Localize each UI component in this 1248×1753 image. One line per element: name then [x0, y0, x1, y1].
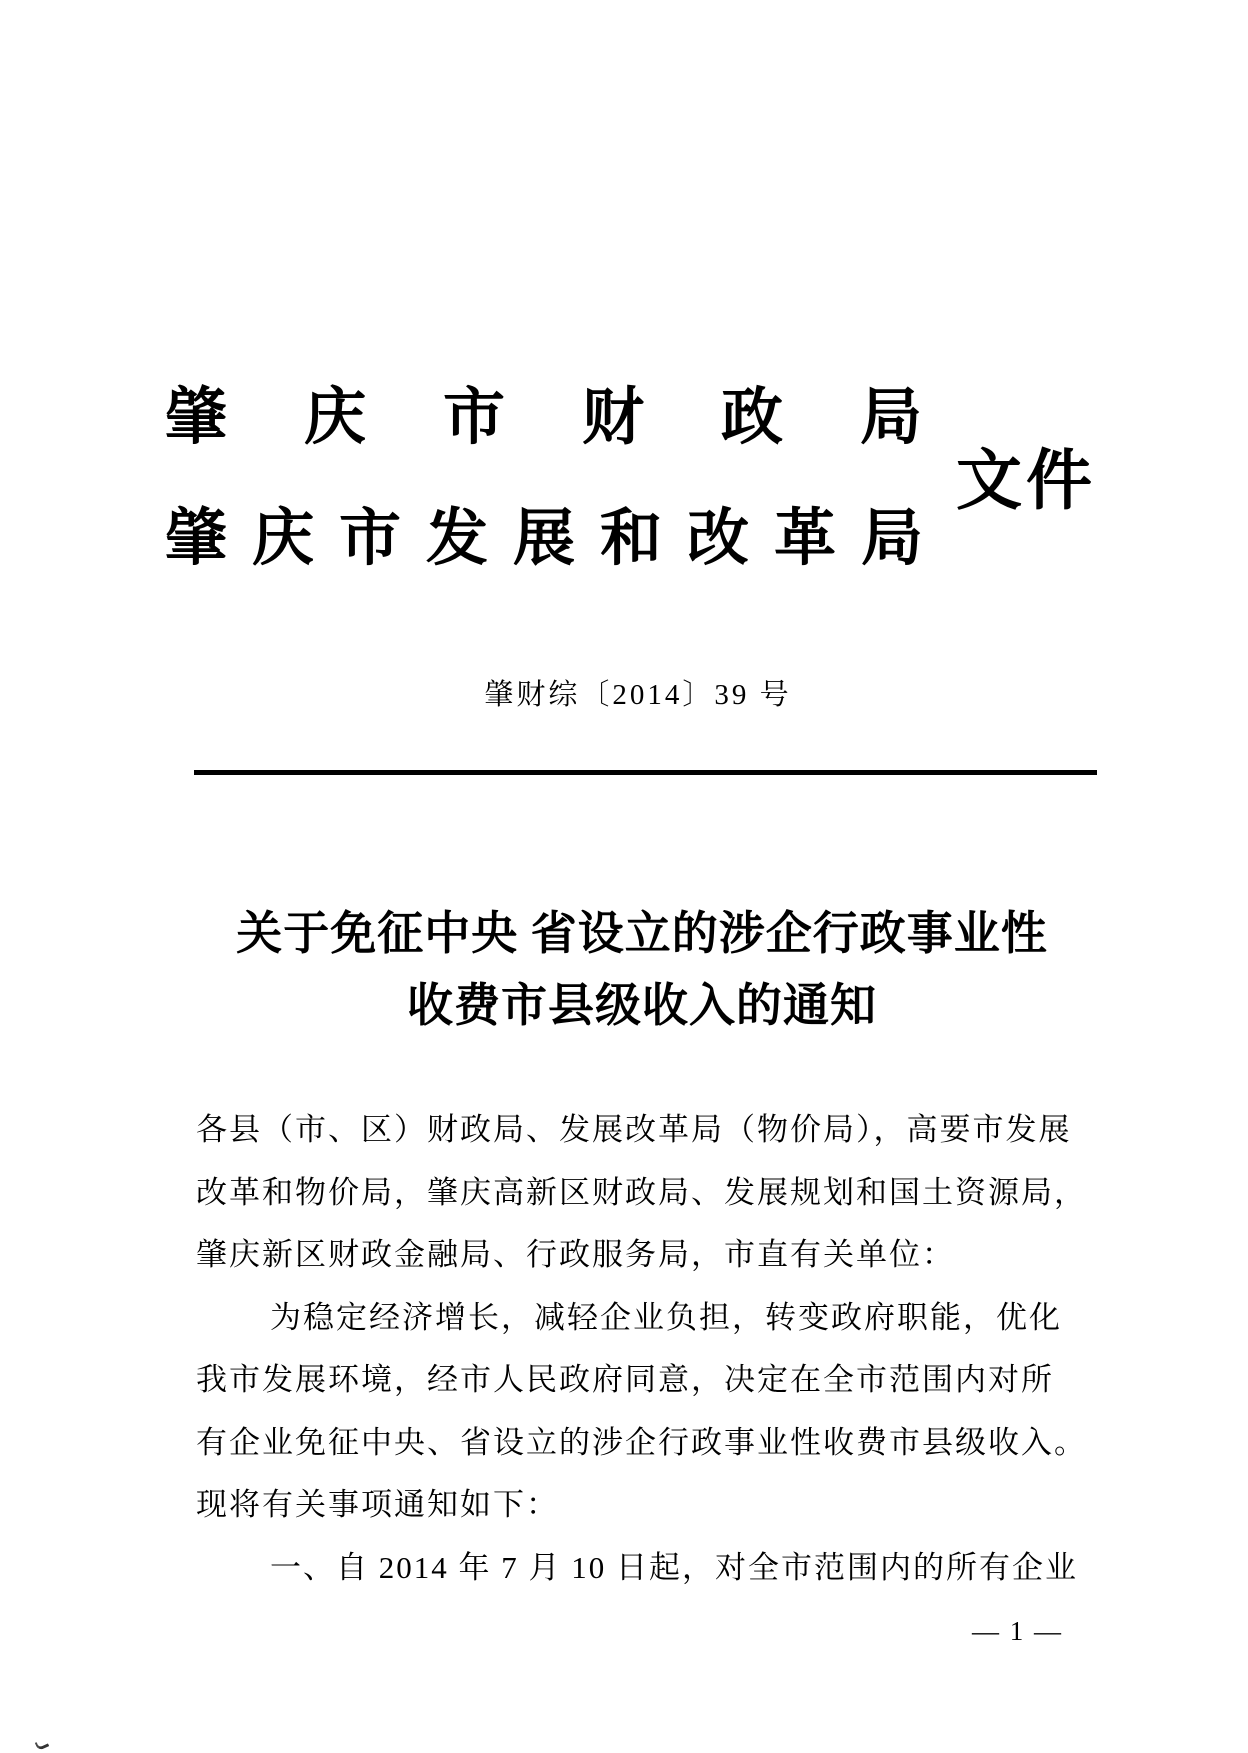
page-number: — 1 —: [972, 1616, 1063, 1646]
document-body: [196, 1099, 1101, 1599]
document-title-line-2: 收费市县级收入的通知: [407, 980, 877, 1031]
body-line-paragraph-2: 我市发展环境，经市人民政府同意，决定在全市范围内对所: [196, 1362, 1054, 1397]
body-line-paragraph-3: 有企业免征中央、省设立的涉企行政事业性收费市县级收入。: [196, 1424, 1087, 1460]
scan-artifact-mark: [35, 1738, 50, 1751]
document-title: [0, 898, 1248, 1042]
body-line-paragraph-4: 现将有关事项通知如下：: [196, 1487, 559, 1522]
letterhead-agency-2: 肇庆市发展和改革局: [165, 505, 949, 573]
body-line-recipients-2: 改革和物价局，肇庆高新区财政局、发展规划和国土资源局，: [196, 1174, 1087, 1210]
body-line-recipients-3: 肇庆新区财政金融局、行政服务局，市直有关单位：: [196, 1237, 955, 1272]
body-line-item-one: 一、自 2014 年 7 月 10 日起，对全市范围内的所有企业: [270, 1549, 1078, 1585]
document-title-line-1: 关于免征中央 省设立的涉企行政事业性: [236, 908, 1048, 959]
document-number: 肇财综〔2014〕39 号: [484, 679, 792, 711]
letterhead-divider-rule: [194, 770, 1097, 775]
body-line-recipients-1: 各县（市、区）财政局、发展改革局（物价局），高要市发展: [196, 1112, 1072, 1147]
letterhead-agency-1: 肇庆市财政局: [165, 384, 1000, 452]
body-line-paragraph-1: 为稳定经济增长，减轻企业负担，转变政府职能，优化: [270, 1299, 1062, 1335]
letterhead-doc-type-label: 文件: [956, 445, 1096, 518]
